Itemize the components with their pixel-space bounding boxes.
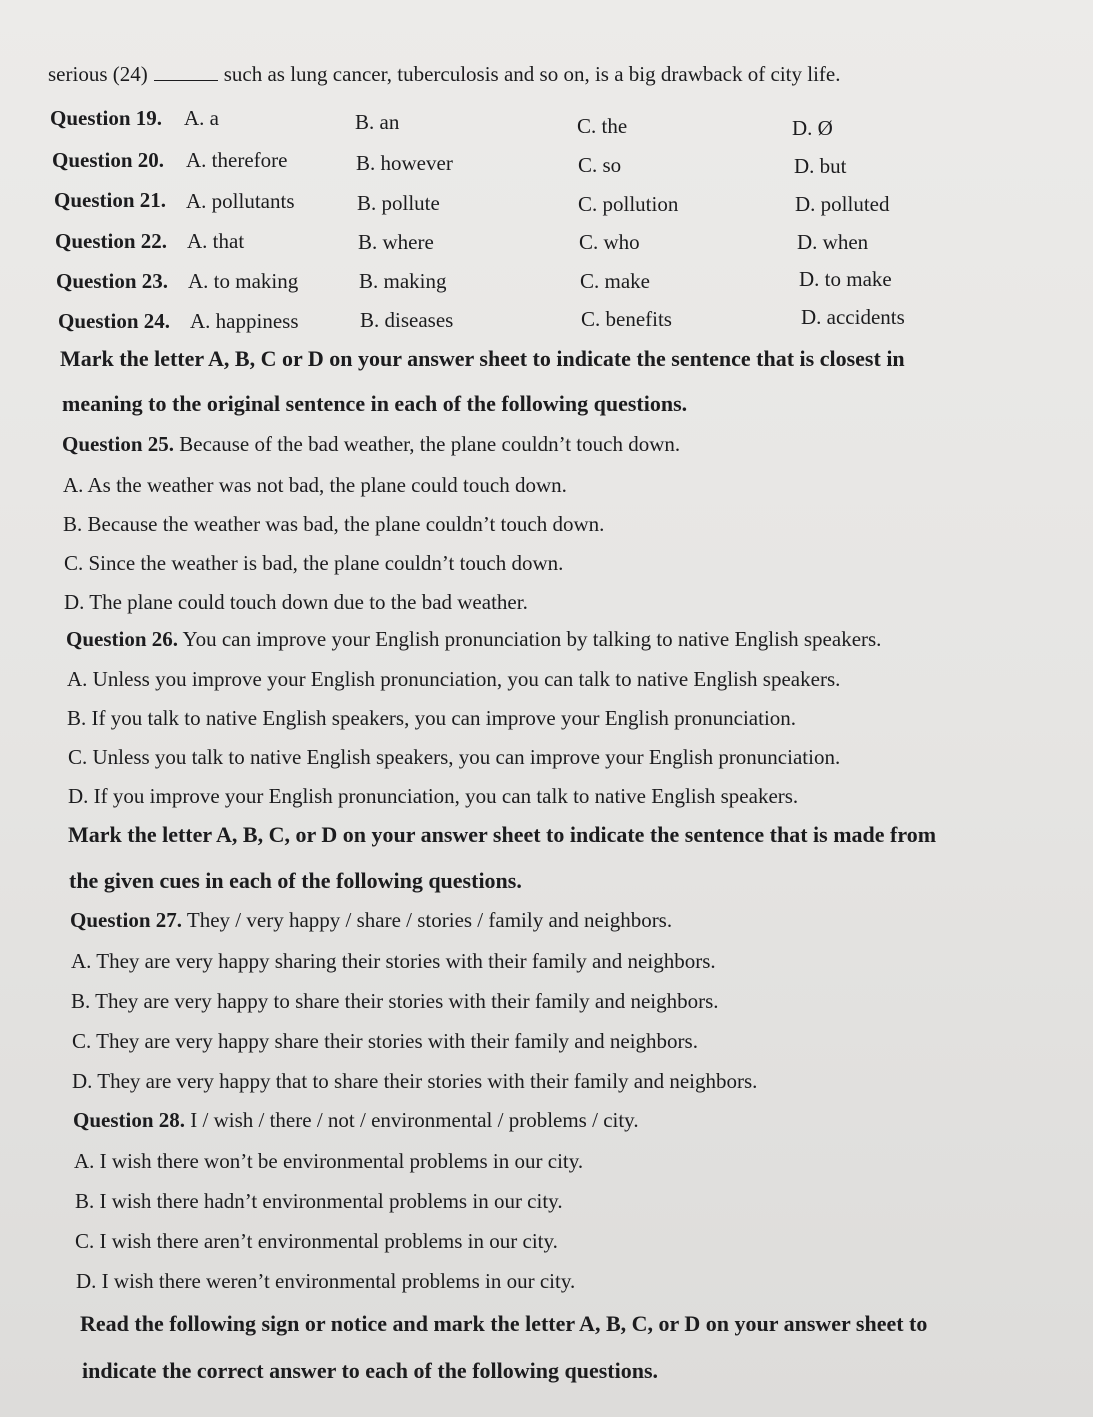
option-a: A. I wish there won’t be environmental problems in our city. [74,1149,584,1173]
section-instruction: the given cues in each of the following questions. [69,868,522,893]
passage-prefix: serious (24) [48,62,148,86]
question-stem: They / very happy / share / stories / family and neighbors. [186,908,673,932]
question-28 [73,1110,639,1131]
question-26 [66,629,881,650]
question-label: Question 22. [55,229,168,253]
question-19-row [50,108,162,129]
passage-suffix: such as lung cancer, tuberculosis and so on, is a big drawback of city life. [223,62,841,86]
question-22-row [55,231,167,252]
question-label: Question 26. [66,627,179,651]
passage-line [48,64,840,85]
section-instruction: Mark the letter A, B, C, or D on your answer sheet to indicate the sentence that is made from [68,822,937,847]
option-b: B. however [356,151,453,175]
option-d: D. to make [799,267,892,291]
option-a: A. therefore [186,148,288,172]
option-c: C. I wish there aren’t environmental problems in our city. [75,1229,558,1253]
option-b: B. making [359,269,447,293]
option-b: B. pollute [357,191,440,215]
option-a: A. As the weather was not bad, the plane could touch down. [63,473,567,497]
option-a: A. a [184,106,219,130]
option-d: D. accidents [801,305,905,329]
option-c: C. Unless you talk to native English speakers, you can improve your English pronunciation. [68,745,841,769]
option-a: A. that [187,229,245,253]
option-c: C. so [578,153,622,177]
question-label: Question 25. [62,432,175,456]
section-instruction: meaning to the original sentence in each of the following questions. [62,391,688,416]
option-b: B. Because the weather was bad, the plane couldn’t touch down. [63,512,605,536]
question-label: Question 21. [54,188,167,212]
option-c: C. They are very happy share their stories with their family and neighbors. [72,1029,698,1053]
question-stem: You can improve your English pronunciation by talking to native English speakers. [182,627,882,651]
option-a: A. pollutants [186,189,295,213]
question-24-row [58,311,170,332]
question-label: Question 27. [70,908,183,932]
option-a: A. Unless you improve your English pronunciation, you can talk to native English speakers. [67,667,841,691]
question-label: Question 24. [58,309,171,333]
question-25 [62,434,680,455]
option-b: B. an [355,110,400,134]
section-instruction: Mark the letter A, B, C or D on your answer sheet to indicate the sentence that is closest in [60,346,905,371]
option-b: B. diseases [360,308,454,332]
option-d: D. when [797,230,869,254]
option-d: D. They are very happy that to share their stories with their family and neighbors. [72,1069,758,1093]
option-b: B. If you talk to native English speakers, you can improve your English pronunciation. [67,706,797,730]
option-d: D. I wish there weren’t environmental problems in our city. [76,1269,576,1293]
option-d: D. polluted [795,192,890,216]
question-23-row [56,271,168,292]
option-c: C. who [579,230,640,254]
option-a: A. They are very happy sharing their stories with their family and neighbors. [71,949,716,973]
question-label: Question 23. [56,269,169,293]
option-b: B. I wish there hadn’t environmental problems in our city. [75,1189,563,1213]
question-27 [70,910,672,931]
question-stem: Because of the bad weather, the plane couldn’t touch down. [179,432,681,456]
option-c: C. Since the weather is bad, the plane couldn’t touch down. [64,551,564,575]
option-d: D. The plane could touch down due to the bad weather. [64,590,528,614]
section-instruction: Read the following sign or notice and mark the letter A, B, C, or D on your answer sheet to [80,1311,928,1336]
question-20-row [52,150,164,171]
question-stem: I / wish / there / not / environmental / problems / city. [190,1108,639,1132]
question-label: Question 28. [73,1108,186,1132]
question-label: Question 19. [50,106,163,130]
section-instruction: indicate the correct answer to each of the following questions. [82,1358,659,1383]
answer-blank [154,80,218,81]
option-b: B. They are very happy to share their stories with their family and neighbors. [71,989,719,1013]
option-a: A. happiness [190,309,299,333]
option-b: B. where [358,230,434,254]
option-d: D. Ø [792,116,833,140]
option-c: C. benefits [581,307,672,331]
option-c: C. make [580,269,650,293]
option-c: C. pollution [578,192,679,216]
option-d: D. If you improve your English pronunciation, you can talk to native English speakers. [68,784,799,808]
question-21-row [54,190,166,211]
option-d: D. but [794,154,847,178]
question-label: Question 20. [52,148,165,172]
option-a: A. to making [188,269,299,293]
option-c: C. the [577,114,628,138]
